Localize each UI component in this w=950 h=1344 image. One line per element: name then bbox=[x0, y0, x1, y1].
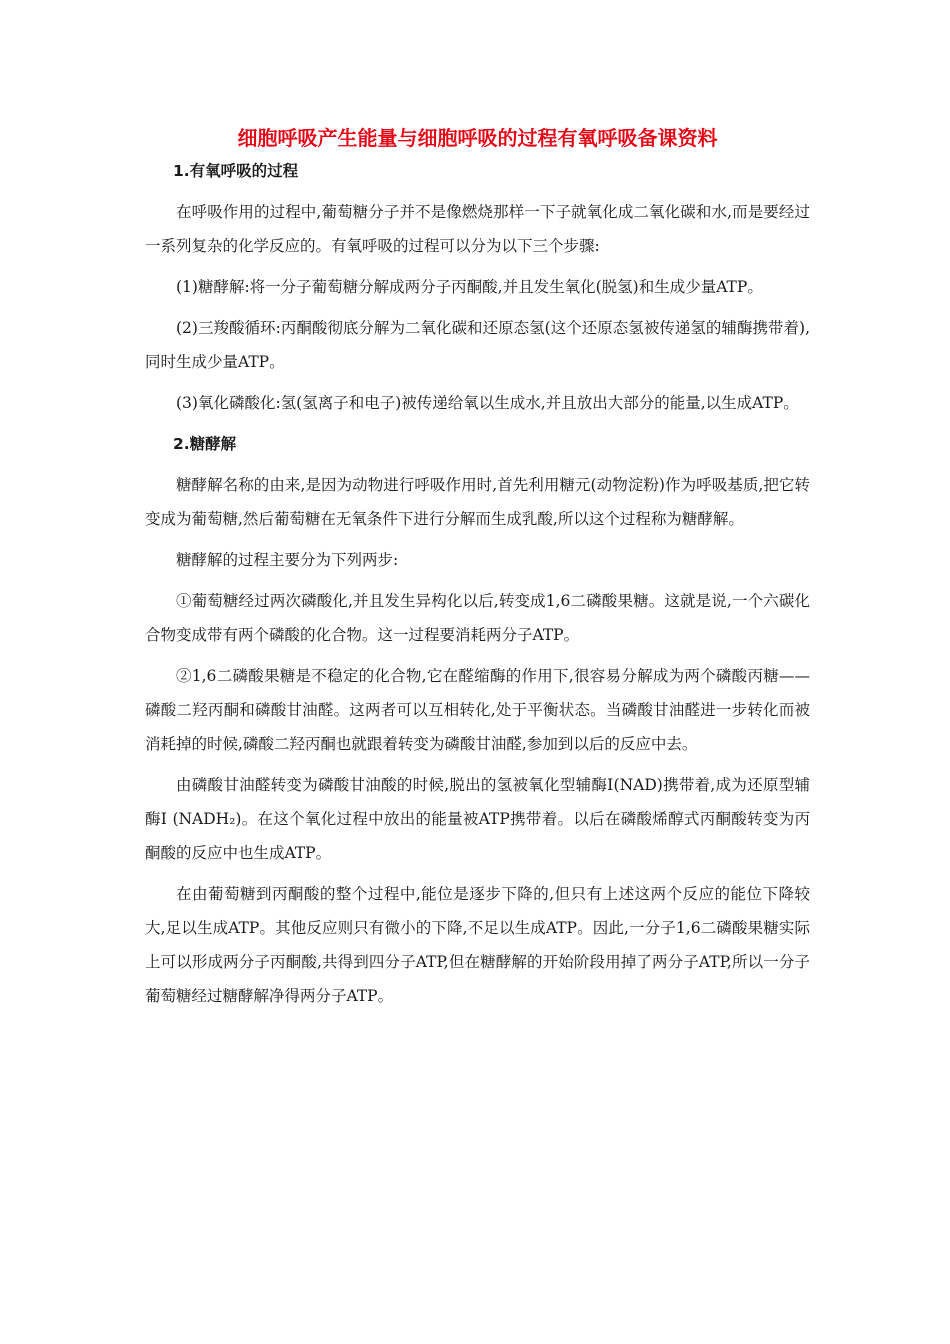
paragraph: 由磷酸甘油醛转变为磷酸甘油酸的时候,脱出的氢被氧化型辅酶Ⅰ(NAD)携带着,成为还原型辅酶Ⅰ (NADH₂)。在这个氧化过程中放出的能量被ATP携带着。以后在磷酸烯醇式丙酮酸转变为丙酮酸的反应中也生成ATP。 bbox=[145, 776, 810, 862]
section-heading-aerobic-respiration: 1.有氧呼吸的过程 bbox=[173, 162, 299, 180]
paragraph: 在由葡萄糖到丙酮酸的整个过程中,能位是逐步下降的,但只有上述这两个反应的能位下降较大,足以生成ATP。其他反应则只有微小的下降,不足以生成ATP。因此,一分子1,6二磷酸果糖实际上可以形成两分子丙酮酸,共得到四分子ATP,但在糖酵解的开始阶段用掉了两分子ATP,所以一分子葡萄糖经过糖酵解净得两分子ATP。 bbox=[145, 885, 810, 1005]
paragraph: ②1,6二磷酸果糖是不稳定的化合物,它在醛缩酶的作用下,很容易分解成为两个磷酸丙糖——磷酸二羟丙酮和磷酸甘油醛。这两者可以互相转化,处于平衡状态。当磷酸甘油醛进一步转化而被消耗掉的时候,磷酸二羟丙酮也就跟着转变为磷酸甘油醛,参加到以后的反应中去。 bbox=[145, 667, 810, 753]
paragraph: (1)糖酵解:将一分子葡萄糖分解成两分子丙酮酸,并且发生氧化(脱氢)和生成少量ATP。 bbox=[176, 278, 763, 296]
paragraph: 在呼吸作用的过程中,葡萄糖分子并不是像燃烧那样一下子就氧化成二氧化碳和水,而是要经过一系列复杂的化学反应的。有氧呼吸的过程可以分为以下三个步骤: bbox=[145, 203, 810, 255]
document-body bbox=[145, 118, 810, 1013]
section-heading-glycolysis: 2.糖酵解 bbox=[173, 435, 237, 453]
paragraph: 糖酵解的过程主要分为下列两步: bbox=[176, 551, 399, 569]
paragraph: ①葡萄糖经过两次磷酸化,并且发生异构化以后,转变成1,6二磷酸果糖。这就是说,一个六碳化合物变成带有两个磷酸的化合物。这一过程要消耗两分子ATP。 bbox=[145, 592, 810, 644]
paragraph: (2)三羧酸循环:丙酮酸彻底分解为二氧化碳和还原态氢(这个还原态氢被传递氢的辅酶携带着),同时生成少量ATP。 bbox=[145, 319, 810, 371]
document-title: 细胞呼吸产生能量与细胞呼吸的过程有氧呼吸备课资料 bbox=[237, 126, 718, 150]
paragraph: 糖酵解名称的由来,是因为动物进行呼吸作用时,首先利用糖元(动物淀粉)作为呼吸基质,把它转变成为葡萄糖,然后葡萄糖在无氧条件下进行分解而生成乳酸,所以这个过程称为糖酵解。 bbox=[145, 476, 810, 528]
paragraph: (3)氧化磷酸化:氢(氢离子和电子)被传递给氧以生成水,并且放出大部分的能量,以生成ATP。 bbox=[176, 394, 799, 412]
